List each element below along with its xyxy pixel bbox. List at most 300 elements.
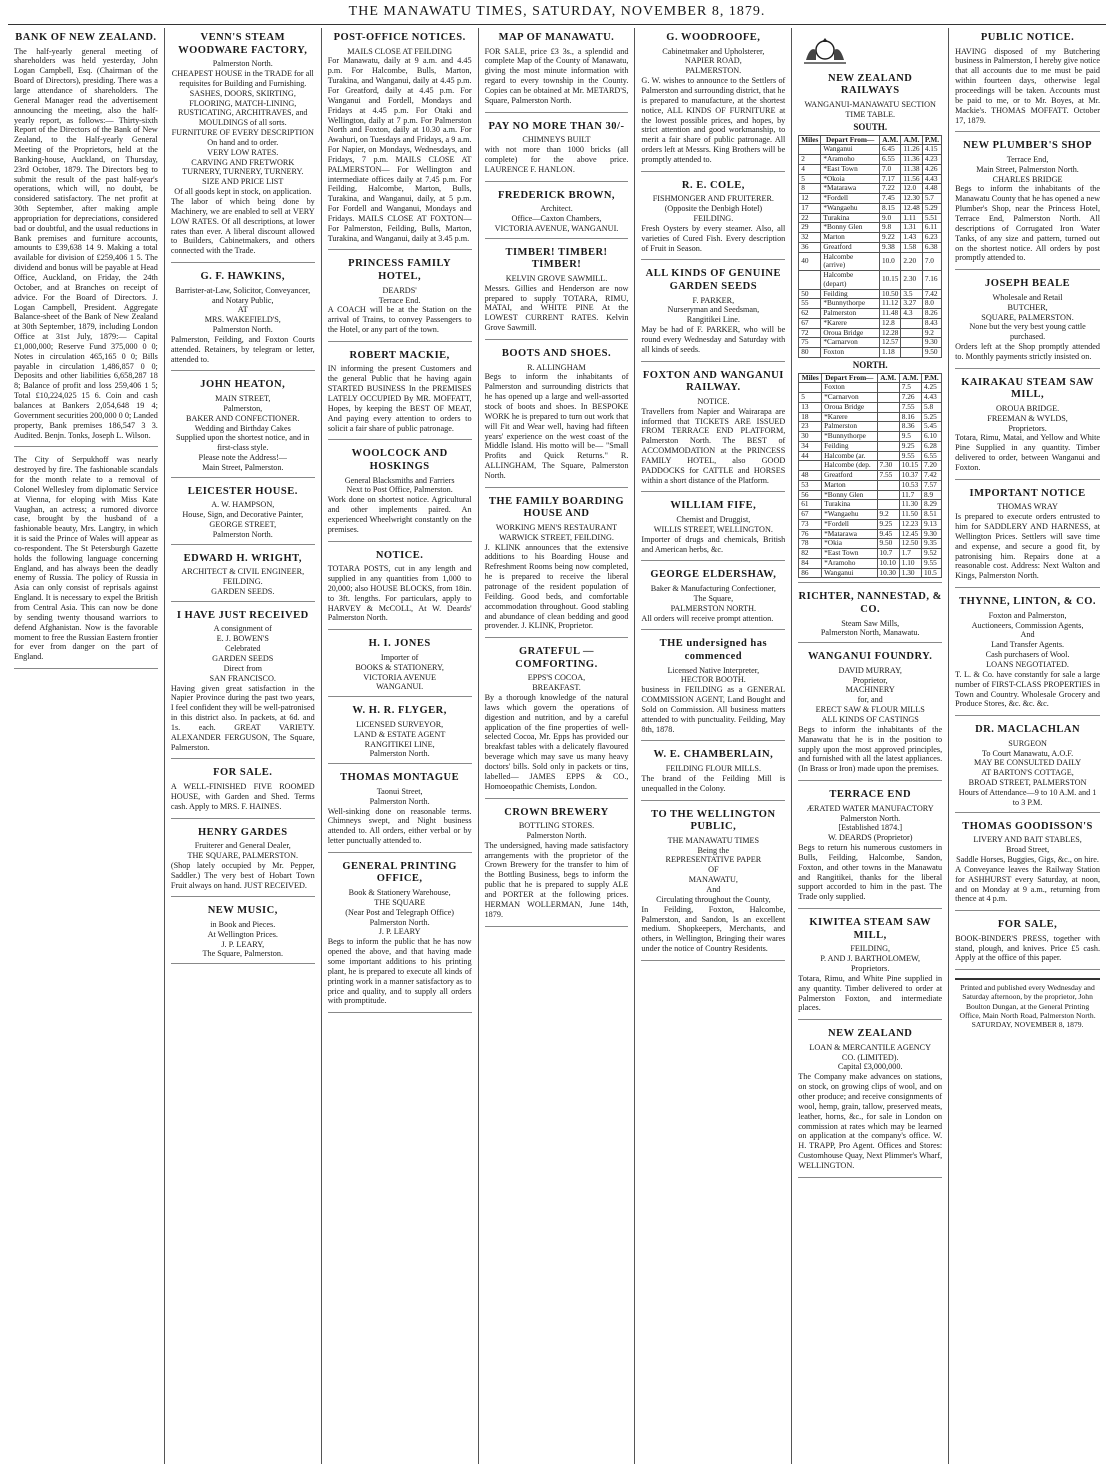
ad-body: (Shop lately occupied by Mr. Pepper, Saddler.) The very best of Hobart Town Fruit always on hand. JUST RECEIVED.: [170, 860, 315, 890]
ad-heading: FOR SALE.: [213, 767, 273, 779]
ad-line: A consignment of: [213, 624, 272, 634]
timetable-cell: 10.53: [899, 480, 921, 490]
ad-body: In Feilding, Foxton, Halcombe, Palmerston, and Sandon, Is an excellent medium. Shopkeepers, Merchants, and others, in Wellington, Bringing their wares under the notice of Country Residents.: [641, 904, 786, 954]
ad-line: Licensed Native Interpreter,: [667, 665, 760, 675]
ad-heading: DR. MACLACHLAN: [975, 724, 1081, 736]
timetable-cell: 82: [799, 549, 822, 559]
ad-body: Travellers from Napier and Wairarapa are informed that TICKETS ARE ISSUED FROM TERRACE END PLATFORM, Palmerston North. The BEST of ACCOMMODATION at the PRINCESS FAMILY HOTEL, also GOOD PADDOCKS for CATTLE and HORSES within a short distance of the Platform.: [641, 406, 786, 485]
ad-heading: CROWN BREWERY: [504, 806, 609, 818]
timetable-cell: 76: [799, 529, 822, 539]
ad-body: The Company make advances on stations, on stock, on growing clips of wool, and on other produce; and receive consignments of wool, hemp, grain, tallow, preserved meats, leather, horns, &c., for sale in London on commission at rates which may be learned on application at the company's office. W. H. TRAPP, Pro Agent. Offices and Stores: Customhouse Quay, Next Plimmer's Wharf, WELLINGTON.: [798, 1072, 943, 1170]
timetable-cell: 8.16: [899, 412, 921, 422]
timetable-cell: *Okia: [822, 539, 877, 549]
ad-line: CHEAPEST HOUSE in the TRADE for all requisites for Building and Furnishing.: [171, 69, 314, 88]
ad-line: Chemist and Druggist,: [676, 515, 751, 524]
timetable-row: [799, 490, 942, 500]
ad-line: E. J. BOWEN'S: [216, 634, 269, 644]
ad-body: The undersigned, having made satisfactory arrangements with the proprietor of the Crown Brewery for the transfer to him of the Bottling Business, begs to inform the public that he is prepared to supply ALE and PORTER at the following prices. HERMAN WOLLERMAN, June 14th, 1879.: [484, 840, 629, 919]
timetable-cell: 12.45: [899, 529, 921, 539]
ad-line: ERECT SAW & FLOUR MILLS: [815, 705, 925, 715]
timetable-cell: 1.31: [901, 223, 922, 233]
timetable-cell: 72: [799, 328, 821, 338]
ad-heading: RICHTER, NANNESTAD, & CO.: [798, 591, 942, 615]
ad-line: LIVERY AND BAIT STABLES,: [973, 835, 1082, 845]
timetable-row: [799, 422, 942, 432]
ad-heading: THOMAS MONTAGUE: [340, 772, 460, 784]
timetable-cell: 9.55: [899, 451, 921, 461]
timetable-row: [799, 289, 942, 299]
timetable-cell: 12.48: [901, 203, 922, 213]
ad-body: Fresh Oysters by every steamer. Also, all varieties of Cured Fish. Every description of Fruit in Season.: [641, 223, 786, 253]
ad-line: Auctioneers, Commission Agents,: [971, 620, 1084, 630]
timetable-cell: 22: [799, 213, 821, 223]
ad-line: BAKER AND CONFECTIONER.: [186, 413, 300, 423]
ad-line: Palmerston,: [223, 403, 263, 413]
advertisement: [641, 749, 785, 800]
ad-body: Totara, Rimu, Matai, and Yellow and White Pine Supplied in any quantity. Timber delivered to order, between Wanganui and Foxton.: [955, 433, 1100, 472]
advertisement: [328, 861, 472, 1013]
ad-line: AT: [237, 305, 248, 315]
ad-line: MAY BE CONSULTED DAILY: [973, 758, 1082, 768]
timetable-cell: [877, 383, 899, 393]
ad-line: BUTCHER,: [1007, 302, 1048, 312]
timetable-cell: 7.57: [922, 480, 942, 490]
ad-line: BREAKFAST.: [532, 683, 581, 693]
ad-body: Messrs. Gillies and Henderson are now prepared to supply TOTARA, RIMU, MATAI, and WHITE PINE At the LOWEST CURRENT RATES. Kelvin Grove Sawmill.: [484, 283, 629, 333]
ad-line: And: [706, 884, 721, 894]
timetable-cell: 10.5: [922, 568, 942, 578]
timetable-row: [799, 519, 942, 529]
ad-heading: THE undersigned has commenced: [659, 638, 768, 662]
timetable-cell: 12.28: [879, 328, 900, 338]
timetable-cell: 9.5: [899, 432, 921, 442]
advertisement: [485, 190, 629, 239]
advertisement: [641, 500, 785, 561]
timetable-cell: [901, 338, 922, 348]
timetable-cell: 9.45: [877, 529, 899, 539]
ad-line: Terrace End,: [1006, 154, 1049, 164]
advertisement: [955, 596, 1100, 716]
timetable-cell: 9.50: [877, 539, 899, 549]
ad-line: Palmerston North.: [369, 749, 430, 759]
ad-body: TOTARA POSTS, cut in any length and supplied in any quantities from 1,000 to 20,000; also HOUSE BLOCKS, from 18in. to 3ft. lengths. For particulars, apply to HARVEY & McCOLL, At W. Deards' Palmerston North.: [327, 564, 472, 623]
ad-body: Begs to return his numerous customers in Bulls, Feilding, Halcombe, Sandon, Foxton, and other towns in the Manawatu and Rangitikei, thanks for the liberal support accorded to him in the past. The Trade only supplied.: [798, 843, 943, 902]
ad-heading: GRATEFUL — COMFORTING.: [515, 646, 598, 670]
timetable-cell: 8.43: [922, 318, 941, 328]
ad-heading: THE FAMILY BOARDING HOUSE AND: [488, 495, 625, 520]
timetable-cell: 6.23: [922, 233, 941, 243]
timetable-cell: [877, 480, 899, 490]
ad-line: Broad Street,: [1005, 845, 1050, 855]
ad-line: THE SQUARE: [374, 897, 425, 907]
column-3: [322, 28, 479, 1464]
ad-heading: TO THE WELLINGTON PUBLIC,: [651, 808, 776, 833]
ad-line: ARCHITECT & CIVIL ENGINEER,: [181, 567, 305, 577]
ad-line: J. P. LEARY: [378, 927, 421, 937]
timetable-heading: NEW ZEALAND RAILWAYS: [828, 72, 913, 97]
column-1: [8, 28, 165, 1464]
timetable-header: P.M.: [922, 373, 942, 383]
timetable-cell: 5.8: [922, 402, 942, 412]
timetable-cell: 11.48: [879, 309, 900, 319]
ad-body: A Conveyance leaves the Railway Station for ASHHURST every Saturday, at noon, and on Monday at 9 a.m., returning from thence at 4 p.m.: [955, 864, 1100, 904]
timetable-row: [799, 299, 942, 309]
ad-body: business in FEILDING as a GENERAL COMMISSION AGENT, Land Bought and Sold on Commission. All business matters attended to with punctuality. Feilding, May 8th, 1878.: [641, 685, 786, 734]
timetable-row: [799, 480, 942, 490]
timetable-cell: Halcombe (ar.: [822, 451, 877, 461]
advertisement: [485, 646, 629, 798]
ad-line: W. DEARDS (Proprietor): [827, 833, 913, 843]
timetable-cell: 8.0: [922, 299, 941, 309]
ad-line: Proprietors.: [1008, 423, 1047, 433]
timetable-cell: Turakina: [821, 213, 880, 223]
timetable-row: [799, 271, 942, 290]
ad-heading: G. F. HAWKINS,: [200, 271, 286, 283]
timetable-cell: 9.8: [879, 223, 900, 233]
ad-line: GARDEN SEEDS: [212, 653, 274, 663]
advertisement: [798, 789, 942, 909]
timetable-cell: 4.43: [922, 174, 941, 184]
ad-heading: NEW ZEALAND: [828, 1028, 913, 1040]
advertisement: [798, 591, 942, 643]
timetable-cell: 6.55: [879, 155, 900, 165]
advertisement: [14, 32, 158, 447]
advertisement: [641, 370, 785, 493]
timetable-row: [799, 471, 942, 481]
timetable-cell: 73: [799, 519, 822, 529]
ad-line: FEILDING.: [693, 214, 734, 223]
timetable-cell: 1.18: [879, 348, 900, 358]
ad-line: NOTICE.: [697, 396, 730, 406]
timetable-cell: 2: [799, 155, 821, 165]
ad-line: Importer of: [380, 652, 419, 662]
timetable-row: [799, 213, 942, 223]
timetable-cell: *Okoia: [821, 174, 880, 184]
timetable-cell: Foxton: [821, 348, 880, 358]
ad-line: THE SQUARE, PALMERSTON.: [187, 850, 299, 860]
column-2: [165, 28, 322, 1464]
ad-line: Of all goods kept in stock, on application.: [174, 187, 312, 197]
ad-line: ALL KINDS OF CASTINGS: [821, 715, 919, 724]
timetable-cell: Halcombe (dep.: [822, 461, 877, 471]
timetable-cell: 7.17: [879, 174, 900, 184]
timetable-cell: 7.26: [899, 393, 921, 403]
ad-line: Wedding and Birthday Cakes: [194, 423, 291, 433]
ad-body: BOOK-BINDER'S PRESS, together with stand, plough, and knives. Price £5 cash. Apply at the office of this paper.: [955, 933, 1100, 963]
ad-line: Palmerston North.: [212, 59, 273, 69]
timetable-cell: [799, 271, 821, 290]
timetable-row: [799, 539, 942, 549]
timetable-cell: 23: [799, 422, 822, 432]
ad-line: MAIN STREET,: [215, 394, 271, 403]
advertisement: [171, 610, 315, 760]
timetable-row: [799, 568, 942, 578]
timetable-cell: 78: [799, 539, 822, 549]
advertisement: [171, 271, 315, 371]
ad-body: T. L. & Co. have constantly for sale a large number of FIRST-CLASS PROPERTIES in Town and Country. Wholesale Grocery and Produce Stores, &c. &c. &c.: [955, 669, 1100, 709]
timetable-cell: 1.43: [901, 233, 922, 243]
ad-heading: LEICESTER HOUSE.: [187, 485, 298, 497]
timetable-cell: 9.52: [922, 549, 942, 559]
column-4: [479, 28, 636, 1464]
timetable-cell: 12.23: [899, 519, 921, 529]
advertisement: [641, 569, 785, 630]
ad-heading: ALL KINDS OF GENUINE GARDEN SEEDS: [645, 268, 782, 292]
advertisement: [485, 121, 629, 182]
advertisement: [171, 827, 315, 898]
ad-line: MANAWATU,: [688, 875, 738, 885]
ad-line: VICTORIA AVENUE, WANGANUI.: [494, 223, 619, 233]
ad-heading: KIWITEA STEAM SAW MILL,: [809, 917, 932, 941]
timetable-cell: 9.25: [877, 519, 899, 529]
timetable-cell: 8.26: [922, 309, 941, 319]
ad-line: Palmerston North.: [212, 529, 273, 539]
timetable-cell: 9.25: [899, 441, 921, 451]
timetable-cell: *Matarawa: [821, 184, 880, 194]
ad-line: FURNITURE OF EVERY DESCRIPTION: [171, 128, 314, 138]
timetable-cell: 10.10: [877, 558, 899, 568]
ad-line: DEARDS': [382, 285, 417, 295]
timetable-cell: 1.7: [899, 549, 921, 559]
timetable-cell: 9.0: [879, 213, 900, 223]
advertisement: [641, 638, 785, 741]
timetable-cell: 2.20: [901, 252, 922, 271]
column-5: [635, 28, 792, 1464]
timetable-cell: 1.10: [899, 558, 921, 568]
ad-line: Celebrated: [225, 644, 261, 654]
ad-line: Cash purchasers of Wool.: [985, 650, 1070, 660]
ad-line: Being the: [697, 845, 730, 855]
timetable-cell: Marton: [822, 480, 877, 490]
ad-line: Office—Caxton Chambers,: [511, 214, 602, 224]
ad-line: LICENSED SURVEYOR,: [356, 719, 444, 729]
advertisement: [485, 348, 629, 488]
timetable-header: Depart From—: [821, 135, 880, 145]
timetable-cell: 7.42: [922, 471, 942, 481]
ad-line: WARWICK STREET, FEILDING.: [499, 532, 614, 542]
timetable-cell: *Wangaehu: [821, 203, 880, 213]
timetable-row: [799, 461, 942, 471]
ad-line: OF: [708, 865, 719, 875]
columns-container: [8, 28, 1106, 1464]
timetable-cell: 12: [799, 194, 821, 204]
timetable-cell: 67: [799, 318, 821, 328]
advertisement: [328, 448, 472, 541]
advertisement: [955, 821, 1100, 912]
timetable-cell: 3.27: [901, 299, 922, 309]
ad-line: Steam Saw Mills,: [841, 618, 900, 628]
ad-body: For Manawatu, daily at 9 a.m. and 4.45 p.m. For Halcombe, Bulls, Marton, Turakina, and Wanganui, daily at 4.45 p.m. For Greatford, daily at 4.45 p.m. For Wanganui and Fordell, Mondays and Fridays at 4.45 p.m. For Otaki and Wellington, daily at 7 p.m. For Palmerston North and Foxton, daily at 10.30 a.m. For Awahuri, on Tuesdays and Fridays, a 9 a.m. For Napier, on Mondays, Wednesdays, and Fridays, 7 p.m. MAILS CLOSE AT PALMERSTON— For Wellington and intermediate offices daily at 7.45 p.m. For Feilding, Halcombe, Marton, Bulls, Turakina, and Wanganui, daily, at 5 p.m. For Fordell and Wanganui, Mondays and Fridays. MAILS CLOSE AT FOXTON— For Palmerston, Feilding, Bulls, Marton, Turakina, and Wanganui, daily at 3.45 p.m.: [327, 56, 472, 243]
timetable-cell: Feilding: [822, 441, 877, 451]
advertisement: [14, 455, 158, 669]
timetable-cell: Wanganui: [822, 568, 877, 578]
masthead: THE MANAWATU TIMES, SATURDAY, NOVEMBER 8, 1879.: [348, 4, 766, 19]
advertisement: [955, 724, 1100, 813]
timetable-cell: *Fordell: [822, 519, 877, 529]
ad-heading: GEORGE ELDERSHAW,: [650, 569, 777, 581]
ad-line: Direct from: [223, 663, 262, 673]
ad-line: LAND & ESTATE AGENT: [353, 729, 446, 739]
timetable-cell: 5.25: [922, 412, 942, 422]
timetable-cell: 17: [799, 203, 821, 213]
ad-line: Saddle Horses, Buggies, Gigs, &c., on hire.: [956, 854, 1099, 864]
advertisement: [171, 905, 315, 964]
timetable-cell: *Fordell: [821, 194, 880, 204]
ad-body: Having given great satisfaction in the Napier Province during the past two years, I feel confident they will be well-patronised in this district also. In packets, at 6d. and 1s. each. GREAT VARIETY. ALEXANDER FERGUSON, The Square, Palmerston.: [170, 683, 315, 752]
timetable-cell: 53: [799, 480, 822, 490]
advertisement: [328, 350, 472, 441]
timetable-cell: Oroua Bridge: [821, 328, 880, 338]
ad-heading: NOTICE.: [375, 549, 424, 561]
timetable-row: [799, 558, 942, 568]
timetable-cell: 5: [799, 174, 821, 184]
timetable-row: [799, 338, 942, 348]
ad-line: CO. (LIMITED).: [841, 1052, 899, 1062]
advertisement: [485, 32, 629, 113]
timetable-cell: 4.25: [922, 383, 942, 393]
timetable-cell: 86: [799, 568, 822, 578]
ad-line: REPRESENTATIVE PAPER: [665, 855, 762, 865]
timetable-cell: 1.58: [901, 242, 922, 252]
timetable-cell: 8.15: [879, 203, 900, 213]
timetable-cell: 12.30: [901, 194, 922, 204]
timetable-cell: Halcombe (depart): [821, 271, 880, 290]
ad-line: Supplied upon the shortest notice, and in first-class style.: [176, 433, 310, 453]
ad-line: ÆRATED WATER MANUFACTORY: [806, 803, 934, 813]
timetable-cell: 34: [799, 441, 822, 451]
timetable-row: [799, 155, 942, 165]
advertisement: [955, 919, 1100, 970]
ad-line: Next to Post Office, Palmerston.: [346, 485, 453, 495]
timetable-row: [799, 164, 942, 174]
timetable-cell: 12.57: [879, 338, 900, 348]
ad-line: Palmerston North.: [212, 325, 273, 335]
ad-line: WANGANUI.: [376, 682, 424, 692]
ad-body: Work done on shortest notice. Agricultural and other implements paired. An experienced Wheelwright constantly on the premises.: [327, 495, 472, 534]
ad-line: AT BARTON'S COTTAGE,: [981, 768, 1074, 778]
ad-heading: H. I. JONES: [368, 638, 431, 650]
timetable-cell: 1.11: [901, 213, 922, 223]
advertisement: [485, 247, 629, 340]
timetable-cell: Greatford: [821, 242, 880, 252]
advertisement: [955, 140, 1100, 270]
timetable-row: [799, 402, 942, 412]
timetable-header: Miles: [799, 135, 821, 145]
timetable-north: [798, 373, 942, 579]
ad-heading: THYNNE, LINTON, & CO.: [959, 596, 1097, 608]
ad-heading: MAP OF MANAWATU.: [498, 32, 615, 43]
timetable-row: [799, 223, 942, 233]
advertisement: [171, 486, 315, 545]
ad-heading: IMPORTANT NOTICE: [969, 487, 1086, 499]
timetable-cell: 7.5: [899, 383, 921, 393]
advertisement: [955, 32, 1100, 132]
timetable-cell: 7.55: [899, 402, 921, 412]
ad-heading: HENRY GARDES: [198, 826, 288, 838]
ad-line: At Wellington Prices.: [207, 929, 278, 939]
ad-body: All orders will receive prompt attention.: [641, 613, 774, 623]
ad-body: Importer of drugs and chemicals, British and American herbs, &c.: [641, 534, 786, 554]
ad-line: A. W. HAMPSON,: [211, 500, 275, 510]
advertisement: [328, 550, 472, 631]
ad-line: And: [1020, 630, 1035, 640]
ad-body: By a thorough knowledge of the natural laws which govern the operations of digestion and nutrition, and by a careful application of the fine properties of well-selected Cocoa, Mr. Epps has provided our breakfast tables with a delicately flavoured beverage which may save us many heavy doctors' bills. Sold only in packets or tins, labelled— JAMES EPPS & CO., Homoeopathic Chemists, London.: [484, 693, 629, 791]
timetable-cell: *Bonny Glen: [822, 490, 877, 500]
timetable-header: P.M.: [922, 135, 941, 145]
ad-heading: THOMAS GOODISSON'S: [962, 820, 1093, 832]
timetable-cell: 80: [799, 348, 821, 358]
royal-crest-icon: [798, 32, 852, 68]
timetable-cell: [877, 402, 899, 412]
timetable-cell: 2.30: [901, 271, 922, 290]
timetable-cell: 50: [799, 289, 821, 299]
ad-line: Proprietor,: [852, 675, 888, 685]
ad-heading: TIMBER! TIMBER! TIMBER!: [505, 246, 608, 271]
timetable-cell: *East Town: [821, 164, 880, 174]
ad-line: MRS. WAKEFIELD'S,: [204, 315, 281, 325]
timetable-cell: 9.50: [922, 348, 941, 358]
timetable-section: WANGANUI-MANAWATU SECTION: [804, 100, 936, 110]
ad-line: THOMAS WRAY: [997, 502, 1058, 512]
timetable-cell: 7.55: [877, 471, 899, 481]
ad-line: Nurseryman and Seedsman,: [667, 305, 760, 315]
ad-body: Totara, Rimu, and White Pine supplied in any quantity. Timber delivered to order at Palmerston Foxton, and intermediate places.: [798, 973, 943, 1013]
timetable-cell: [877, 490, 899, 500]
advertisement: [798, 917, 942, 1020]
timetable-cell: 8.36: [899, 422, 921, 432]
ad-line: The Square,: [693, 593, 734, 603]
timetable-cell: Feilding: [821, 289, 880, 299]
ad-heading: R. E. COLE,: [681, 179, 745, 191]
timetable-cell: 10.50: [879, 289, 900, 299]
timetable-header: A.M.: [877, 373, 899, 383]
ad-heading: PUBLIC NOTICE.: [980, 32, 1075, 43]
timetable-cell: 5.29: [922, 203, 941, 213]
ad-line: CARVING AND FRETWORK: [191, 157, 295, 167]
timetable-cell: Oroua Bridge: [822, 402, 877, 412]
timetable-cell: 7.0: [922, 252, 941, 271]
advertisement: [485, 807, 629, 927]
ad-line: F. PARKER,: [692, 295, 735, 305]
timetable-cell: 11.12: [879, 299, 900, 309]
timetable-cell: *Bunnythorpe: [821, 299, 880, 309]
timetable-cell: Foxton: [822, 383, 877, 393]
timetable-cell: *Matarawa: [822, 529, 877, 539]
ad-line: EPPS'S COCOA,: [527, 673, 586, 683]
timetable-row: [799, 348, 942, 358]
advertisement: [798, 651, 942, 781]
ad-line: Main Street, Palmerston.: [202, 462, 284, 472]
ad-line: The Square, Palmerston.: [202, 949, 284, 959]
ad-line: SAN FRANCISCO.: [209, 673, 276, 683]
timetable-cell: *Aramoho: [821, 155, 880, 165]
ad-line: GEORGE STREET,: [209, 520, 277, 530]
timetable-cell: 36: [799, 242, 821, 252]
timetable-header: A.M.: [879, 135, 900, 145]
timetable-cell: 62: [799, 309, 821, 319]
ad-heading: PRINCESS FAMILY HOTEL,: [348, 258, 452, 283]
ad-line: VERY LOW RATES.: [207, 147, 279, 157]
ad-body: Begs to inform the inhabitants of the Manawatu that he is in the position to supply upon the most approved principles, and furnished with all the latest appliances. (In Brass or Iron) made upon the premises.: [798, 724, 943, 774]
timetable-cell: 6.45: [879, 145, 900, 155]
timetable-cell: [877, 422, 899, 432]
ad-line: LOANS NEGOTIATED.: [986, 659, 1069, 669]
timetable-cell: 44: [799, 451, 822, 461]
ad-body: Palmerston, Feilding, and Foxton Courts attended. Retainers, by telegram or letter, attended to.: [170, 334, 315, 364]
ad-heading: FREDERICK BROWN,: [497, 189, 616, 201]
ad-line: Main Street, Palmerston North.: [976, 164, 1079, 174]
timetable-cell: [901, 318, 922, 328]
